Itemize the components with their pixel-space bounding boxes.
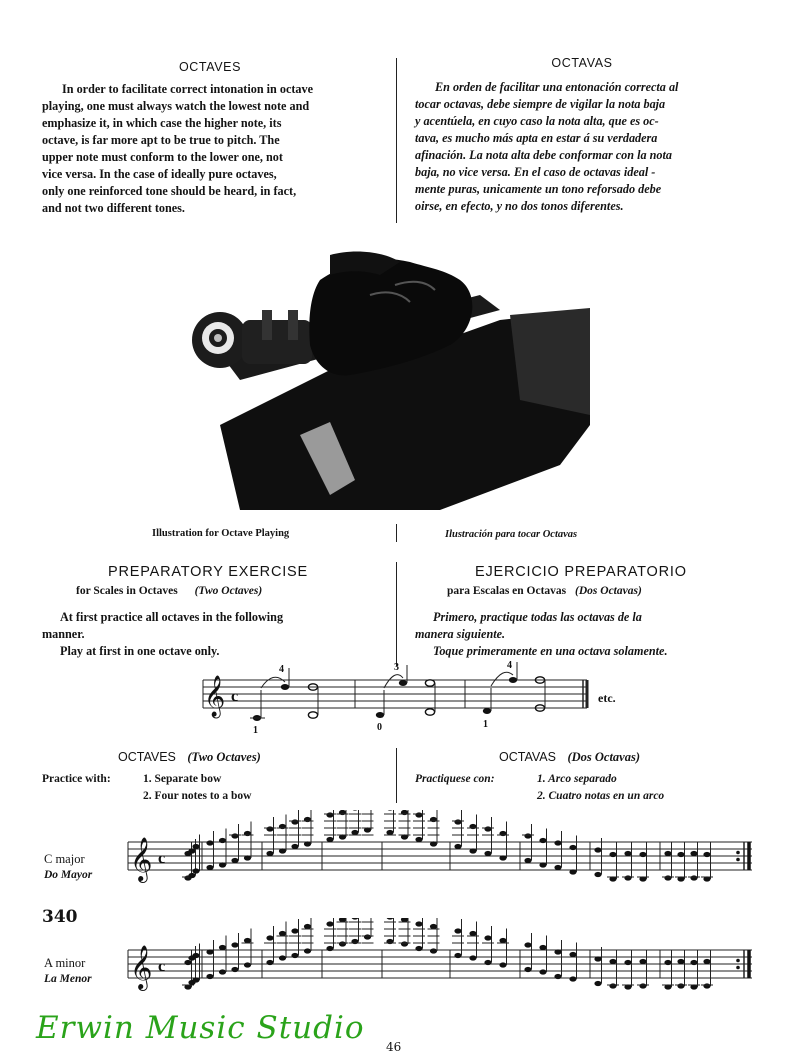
a-minor-note-high	[401, 918, 408, 922]
a-minor-note-low	[469, 955, 476, 960]
scale-label-la-menor: La Menor	[44, 973, 92, 985]
prep-subtitle-es	[447, 585, 642, 597]
a-minor-note-low	[609, 983, 616, 988]
c-major-note-high	[703, 852, 710, 857]
prep-es-line-3: Toque primeramente en una octava solamente.	[433, 644, 668, 658]
c-major-note-low	[415, 837, 422, 842]
a-minor-note-high	[184, 960, 191, 965]
para-es-line-1: En orden de facilitar una entonación correcta al	[435, 80, 679, 94]
fingering-bottom-1: 1	[253, 725, 258, 735]
c-major-note-low	[594, 872, 601, 877]
para-en-line-6: vice versa. In the case of ideally pure octaves,	[42, 167, 277, 181]
prep-title-en: PREPARATORY EXERCISE	[108, 564, 308, 580]
a-minor-note-low	[454, 953, 461, 958]
a-minor-note-high	[499, 938, 506, 943]
treble-clef-icon: 𝄞	[130, 839, 153, 881]
prep-subtitle-en	[76, 585, 262, 597]
a-minor-note-high	[351, 918, 358, 920]
c-major-note-low	[219, 862, 226, 867]
a-minor-note-low	[677, 983, 684, 988]
para-en-line-1: In order to facilitate correct intonation in octave	[62, 82, 314, 96]
a-minor-note-low	[430, 948, 437, 953]
para-es-line-3: y acentúela, en cuyo caso la nota alta, que es oc-	[415, 114, 659, 128]
para-en-line-8: and not two different tones.	[42, 201, 185, 215]
c-major-note-low	[386, 830, 393, 835]
treble-clef-icon: 𝄞	[204, 676, 226, 716]
c-major-repeat-dot	[736, 851, 740, 855]
c-major-note-low	[690, 875, 697, 880]
c-major-note-high	[206, 840, 213, 845]
c-major-note-low	[484, 851, 491, 856]
column-divider-caption	[396, 524, 397, 542]
c-major-note-low	[231, 858, 238, 863]
a-minor-note-high	[690, 960, 697, 965]
para-en-line-7: only one reinforced tone should be heard, in fact,	[42, 184, 297, 198]
fingering-bottom-3: 1	[483, 719, 488, 730]
a-minor-note-low	[279, 955, 286, 960]
prep-subtitle-es-paren: (Dos Octavas)	[575, 585, 642, 597]
c-major-note-low	[664, 875, 671, 880]
a-minor-note-high	[609, 959, 616, 964]
practice-item-en-1: 1. Separate bow	[143, 773, 222, 785]
octaves-paragraph-en	[42, 81, 387, 231]
c-major-note-high	[351, 810, 358, 811]
a-minor-note-high	[192, 953, 199, 958]
c-major-note-high	[231, 833, 238, 838]
scales-heading-es	[499, 750, 640, 765]
a-minor-note-low	[484, 960, 491, 965]
column-divider-top	[396, 58, 397, 223]
prep-en-line-2: manner.	[42, 627, 85, 641]
practice-item-es-1: 1. Arco separado	[537, 773, 617, 785]
c-major-note-low	[524, 858, 531, 863]
c-major-note-high	[192, 844, 199, 849]
c-major-note-high	[690, 851, 697, 856]
a-minor-note-high	[639, 959, 646, 964]
watermark-logo: Erwin Music Studio	[36, 1010, 365, 1046]
para-es-line-4: tava, es mucho más apta en estar á su verdadera	[415, 131, 658, 145]
c-major-note-high	[188, 848, 195, 853]
a-minor-note-high	[594, 956, 601, 961]
c-major-note-low	[351, 830, 358, 835]
a-minor-note-low	[364, 934, 371, 939]
a-minor-note-high	[664, 960, 671, 965]
c-major-note-high	[219, 838, 226, 843]
c-major-note-high	[554, 840, 561, 845]
scales-heading-en	[118, 750, 261, 765]
fingering-top-2: 3	[394, 662, 399, 673]
a-minor-note-high	[624, 960, 631, 965]
c-major-note-low	[206, 865, 213, 870]
scales-heading-en-paren: (Two Octaves)	[187, 750, 261, 764]
c-major-note-high	[609, 852, 616, 857]
c-major-note-high	[664, 851, 671, 856]
prep-title-es: EJERCICIO PREPARATORIO	[475, 564, 687, 580]
fingering-top-1: 4	[279, 664, 284, 675]
c-major-note-low	[499, 855, 506, 860]
violin-hand-photo	[180, 250, 590, 510]
a-minor-note-low	[401, 941, 408, 946]
prep-es-line-1: Primero, practique todas las octavas de la	[433, 610, 642, 624]
scale-label-a-minor: A minor	[44, 956, 86, 970]
para-en-line-2: playing, one must always watch the lowest note and	[42, 99, 310, 113]
a-minor-note-high	[291, 928, 298, 933]
para-es-line-7: mente puras, unicamente un tono reforsado debe	[415, 182, 662, 196]
para-es-line-5: afinación. La nota alta debe conformar con la nota	[415, 148, 672, 162]
common-time-icon: c	[158, 850, 166, 867]
a-minor-repeat-dot	[736, 966, 740, 970]
staff-c-major	[120, 810, 760, 900]
c-major-note-low	[454, 844, 461, 849]
c-major-note-low	[569, 869, 576, 874]
octavas-paragraph-es	[415, 79, 760, 229]
c-major-note-low	[279, 848, 286, 853]
a-minor-note-low	[231, 967, 238, 972]
common-time-icon: c	[231, 688, 239, 705]
c-major-note-high	[484, 826, 491, 831]
scale-label-do-mayor: Do Mayor	[44, 869, 93, 881]
photo-caption-es: Ilustración para tocar Octavas	[445, 529, 578, 540]
exercise-staff	[195, 660, 635, 735]
para-es-line-6: baja, no vice versa. En el caso de octavas ideal -	[415, 165, 656, 179]
c-major-note-low	[188, 873, 195, 878]
a-minor-note-low	[304, 948, 311, 953]
treble-clef-icon: 𝄞	[130, 947, 153, 989]
a-minor-note-low	[554, 974, 561, 979]
a-minor-note-high	[484, 935, 491, 940]
common-time-icon: c	[158, 958, 166, 975]
scale-label-c-major: C major	[44, 852, 85, 866]
a-minor-note-high	[231, 942, 238, 947]
practice-item-es-2: 2. Cuatro notas en un arco	[537, 790, 665, 802]
a-minor-note-low	[499, 962, 506, 967]
a-minor-note-high	[386, 918, 393, 920]
a-minor-note-low	[703, 983, 710, 988]
c-major-note-low	[554, 865, 561, 870]
practice-item-en-2: 2. Four notes to a bow	[143, 790, 252, 802]
a-minor-note-low	[244, 962, 251, 967]
a-minor-note-high	[244, 938, 251, 943]
a-minor-note-high	[454, 928, 461, 933]
a-minor-repeat-dot	[736, 959, 740, 963]
c-major-note-high	[454, 819, 461, 824]
prep-subtitle-en-paren: (Two Octaves)	[194, 585, 263, 597]
c-major-note-low	[291, 844, 298, 849]
c-major-note-low	[266, 851, 273, 856]
a-minor-note-high	[430, 924, 437, 929]
a-minor-note-high	[326, 921, 333, 926]
a-minor-note-low	[219, 969, 226, 974]
c-major-repeat-dot	[736, 858, 740, 862]
prep-es-line-2: manera siguiente.	[415, 627, 506, 641]
a-minor-note-low	[291, 953, 298, 958]
octaves-heading-es: OCTAVAS	[551, 56, 613, 70]
para-en-line-3: emphasize it, in which case the higher note, its	[42, 116, 282, 130]
a-minor-note-low	[569, 976, 576, 981]
c-major-note-low	[624, 875, 631, 880]
c-major-note-high	[415, 812, 422, 817]
a-minor-note-low	[326, 946, 333, 951]
scales-heading-en-main: OCTAVES	[118, 750, 176, 764]
a-minor-note-high	[219, 945, 226, 950]
octaves-heading-en: OCTAVES	[178, 60, 242, 74]
c-major-note-low	[326, 837, 333, 842]
c-major-note-high	[524, 833, 531, 838]
page-number: 46	[386, 1040, 402, 1054]
a-minor-note-high	[569, 952, 576, 957]
c-major-note-low	[304, 841, 311, 846]
exercise-number: 340	[42, 907, 78, 927]
fingering-top-3: 4	[507, 660, 512, 671]
column-divider-prep	[396, 562, 397, 666]
a-minor-note-high	[469, 931, 476, 936]
a-minor-note-high	[539, 945, 546, 950]
para-es-line-8: oirse, en efecto, y no dos tonos diferentes.	[415, 199, 624, 213]
c-major-note-high	[594, 847, 601, 852]
a-minor-note-high	[266, 935, 273, 940]
a-minor-note-high	[415, 921, 422, 926]
a-minor-note-high	[339, 918, 346, 922]
c-major-note-high	[677, 852, 684, 857]
a-minor-note-low	[339, 941, 346, 946]
practice-with-en: Practice with:	[42, 773, 111, 785]
photo-caption-en: Illustration for Octave Playing	[152, 528, 290, 539]
c-major-note-high	[386, 810, 393, 811]
para-en-line-4: octave, is far more apt to be true to pitch. The	[42, 133, 280, 147]
a-minor-note-high	[304, 924, 311, 929]
prep-en-line-3: Play at first in one octave only.	[60, 644, 220, 658]
a-minor-note-high	[206, 949, 213, 954]
c-major-note-low	[244, 855, 251, 860]
a-minor-note-low	[524, 967, 531, 972]
etc-label: etc.	[598, 691, 616, 705]
a-minor-note-high	[703, 959, 710, 964]
c-major-note-low	[192, 868, 199, 873]
a-minor-note-low	[266, 960, 273, 965]
c-major-note-high	[639, 852, 646, 857]
c-major-note-high	[539, 838, 546, 843]
c-major-note-low	[430, 841, 437, 846]
a-minor-note-high	[279, 931, 286, 936]
para-es-line-2: tocar octavas, debe siempre de vigilar la nota baja	[415, 97, 666, 111]
a-minor-note-high	[554, 949, 561, 954]
c-major-note-high	[326, 812, 333, 817]
prep-en-line-1: At first practice all octaves in the following	[60, 610, 284, 624]
a-minor-note-low	[539, 969, 546, 974]
fingering-bottom-2: 0	[377, 722, 382, 733]
prep-subtitle-en-main: for Scales in Octaves	[76, 585, 178, 597]
a-minor-note-low	[206, 974, 213, 979]
a-minor-note-low	[639, 983, 646, 988]
para-en-line-5: upper note must conform to the lower one, not	[42, 150, 283, 164]
c-major-note-low	[539, 862, 546, 867]
a-minor-note-low	[415, 946, 422, 951]
practice-with-es: Practiquese con:	[415, 773, 495, 785]
c-major-note-high	[291, 819, 298, 824]
c-major-note-low	[469, 848, 476, 853]
prep-subtitle-es-main: para Escalas en Octavas	[447, 585, 567, 597]
c-major-note-high	[624, 851, 631, 856]
column-divider-scales	[396, 748, 397, 803]
a-minor-note-high	[524, 942, 531, 947]
staff-a-minor	[120, 918, 760, 1008]
scales-heading-es-paren: (Dos Octavas)	[567, 750, 640, 764]
a-minor-note-low	[594, 981, 601, 986]
c-major-note-high	[569, 845, 576, 850]
scales-heading-es-main: OCTAVAS	[499, 750, 556, 764]
a-minor-note-high	[677, 959, 684, 964]
c-major-note-high	[266, 826, 273, 831]
a-minor-note-low	[192, 977, 199, 982]
